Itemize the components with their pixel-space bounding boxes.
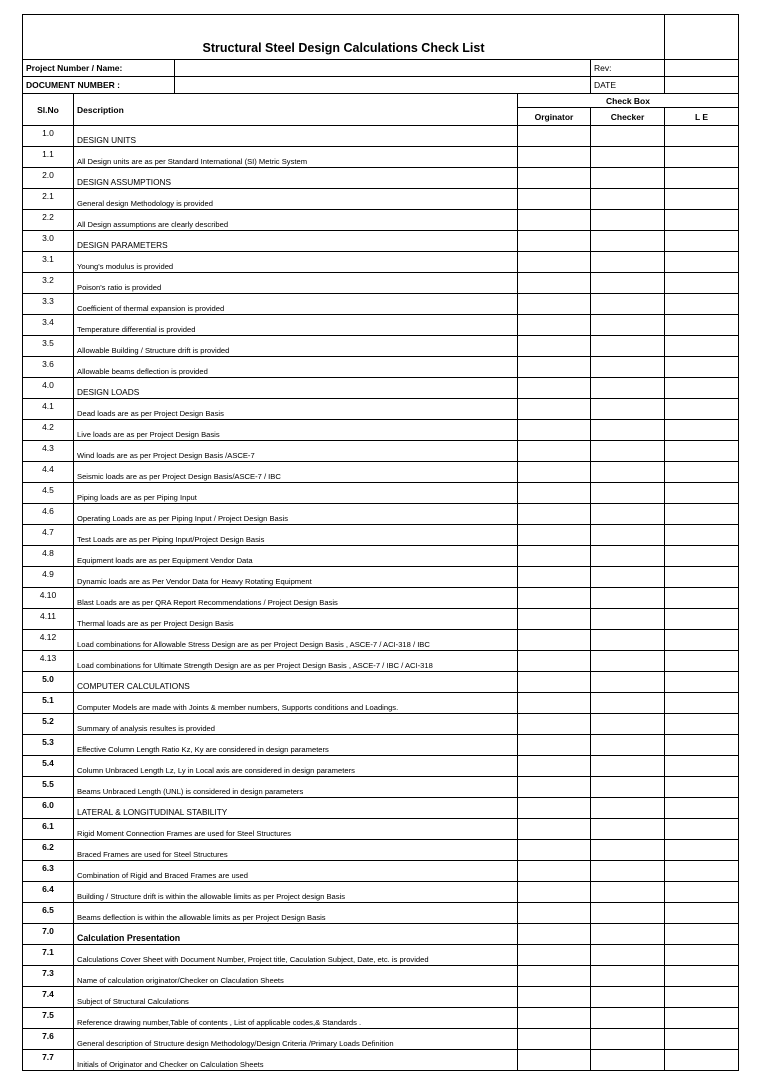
item-description: Dead loads are as per Project Design Basis bbox=[74, 399, 518, 420]
section-heading: COMPUTER CALCULATIONS bbox=[74, 672, 518, 693]
item-description: Young's modulus is provided bbox=[74, 252, 518, 273]
item-description: Reference drawing number,Table of contents , List of applicable codes,& Standards . bbox=[74, 1008, 518, 1029]
checklist-row bbox=[23, 483, 739, 504]
item-number: 5.4 bbox=[23, 756, 74, 777]
originator-check-cell[interactable] bbox=[518, 861, 591, 882]
checker-check-cell[interactable] bbox=[591, 420, 665, 441]
item-number: 4.10 bbox=[23, 588, 74, 609]
le-check-cell[interactable] bbox=[665, 1008, 739, 1029]
originator-check-cell[interactable] bbox=[518, 378, 591, 399]
le-check-cell[interactable] bbox=[665, 231, 739, 252]
section-heading: DESIGN LOADS bbox=[74, 378, 518, 399]
checker-check-cell[interactable] bbox=[591, 987, 665, 1008]
originator-check-cell[interactable] bbox=[518, 399, 591, 420]
item-description: Operating Loads are as per Piping Input / Project Design Basis bbox=[74, 504, 518, 525]
le-check-cell[interactable] bbox=[665, 420, 739, 441]
le-check-cell[interactable] bbox=[665, 315, 739, 336]
checker-check-cell[interactable] bbox=[591, 357, 665, 378]
le-check-cell[interactable] bbox=[665, 714, 739, 735]
item-number: 4.6 bbox=[23, 504, 74, 525]
le-check-cell[interactable] bbox=[665, 987, 739, 1008]
checklist-row bbox=[23, 546, 739, 567]
checklist-row bbox=[23, 588, 739, 609]
originator-check-cell[interactable] bbox=[518, 546, 591, 567]
document-number-label: DOCUMENT NUMBER : bbox=[23, 77, 175, 94]
le-check-cell[interactable] bbox=[665, 903, 739, 924]
checklist-row bbox=[23, 462, 739, 483]
le-check-cell[interactable] bbox=[665, 798, 739, 819]
item-number: 4.5 bbox=[23, 483, 74, 504]
le-check-cell[interactable] bbox=[665, 168, 739, 189]
item-description: Coefficient of thermal expansion is provided bbox=[74, 294, 518, 315]
item-number: 7.0 bbox=[23, 924, 74, 945]
checklist-row bbox=[23, 525, 739, 546]
checker-check-cell[interactable] bbox=[591, 609, 665, 630]
item-description: Live loads are as per Project Design Basis bbox=[74, 420, 518, 441]
originator-check-cell[interactable] bbox=[518, 441, 591, 462]
le-check-cell[interactable] bbox=[665, 483, 739, 504]
item-description: Subject of Structural Calculations bbox=[74, 987, 518, 1008]
checker-check-cell[interactable] bbox=[591, 903, 665, 924]
item-number: 7.3 bbox=[23, 966, 74, 987]
checker-check-cell[interactable] bbox=[591, 315, 665, 336]
checker-check-cell[interactable] bbox=[591, 231, 665, 252]
item-number: 4.11 bbox=[23, 609, 74, 630]
item-description: Rigid Moment Connection Frames are used for Steel Structures bbox=[74, 819, 518, 840]
le-check-cell[interactable] bbox=[665, 630, 739, 651]
checker-check-cell[interactable] bbox=[591, 168, 665, 189]
item-number: 1.0 bbox=[23, 126, 74, 147]
item-description: Dynamic loads are as Per Vendor Data for Heavy Rotating Equipment bbox=[74, 567, 518, 588]
checker-check-cell[interactable] bbox=[591, 336, 665, 357]
item-description: Beams Unbraced Length (UNL) is considered in design parameters bbox=[74, 777, 518, 798]
le-check-cell[interactable] bbox=[665, 735, 739, 756]
checklist-row bbox=[23, 231, 739, 252]
checklist-items bbox=[23, 126, 739, 1071]
originator-check-cell[interactable] bbox=[518, 609, 591, 630]
originator-check-cell[interactable] bbox=[518, 273, 591, 294]
date-field[interactable] bbox=[665, 77, 739, 94]
originator-check-cell[interactable] bbox=[518, 504, 591, 525]
checklist-row bbox=[23, 504, 739, 525]
item-number: 6.0 bbox=[23, 798, 74, 819]
item-description: Combination of Rigid and Braced Frames are used bbox=[74, 861, 518, 882]
originator-check-cell[interactable] bbox=[518, 336, 591, 357]
section-heading: DESIGN PARAMETERS bbox=[74, 231, 518, 252]
originator-check-cell[interactable] bbox=[518, 714, 591, 735]
item-number: 3.1 bbox=[23, 252, 74, 273]
checklist-row bbox=[23, 168, 739, 189]
item-description: Summary of analysis resultes is provided bbox=[74, 714, 518, 735]
checker-check-cell[interactable] bbox=[591, 756, 665, 777]
checklist-row bbox=[23, 357, 739, 378]
item-number: 6.4 bbox=[23, 882, 74, 903]
le-check-cell[interactable] bbox=[665, 924, 739, 945]
checker-check-cell[interactable] bbox=[591, 210, 665, 231]
le-check-cell[interactable] bbox=[665, 252, 739, 273]
originator-check-cell[interactable] bbox=[518, 840, 591, 861]
checklist-sheet bbox=[22, 14, 738, 1071]
item-description: Name of calculation originator/Checker on Claculation Sheets bbox=[74, 966, 518, 987]
checklist-row bbox=[23, 567, 739, 588]
checker-check-cell[interactable] bbox=[591, 399, 665, 420]
checklist-row bbox=[23, 189, 739, 210]
originator-check-cell[interactable] bbox=[518, 945, 591, 966]
checklist-row bbox=[23, 672, 739, 693]
checklist-row bbox=[23, 1029, 739, 1050]
project-number-label: Project Number / Name: bbox=[23, 60, 175, 77]
rev-label: Rev: bbox=[591, 60, 665, 77]
item-number: 4.3 bbox=[23, 441, 74, 462]
section-heading: DESIGN UNITS bbox=[74, 126, 518, 147]
item-description: All Design units are as per Standard International (SI) Metric System bbox=[74, 147, 518, 168]
item-description: Allowable beams deflection is provided bbox=[74, 357, 518, 378]
item-description: Wind loads are as per Project Design Basis /ASCE-7 bbox=[74, 441, 518, 462]
checklist-row bbox=[23, 693, 739, 714]
item-number: 7.7 bbox=[23, 1050, 74, 1071]
originator-check-cell[interactable] bbox=[518, 588, 591, 609]
checklist-row bbox=[23, 777, 739, 798]
le-check-cell[interactable] bbox=[665, 651, 739, 672]
column-header-description: Description bbox=[74, 94, 518, 126]
checklist-row bbox=[23, 378, 739, 399]
originator-check-cell[interactable] bbox=[518, 924, 591, 945]
item-number: 4.12 bbox=[23, 630, 74, 651]
item-description: Effective Column Length Ratio Kz, Ky are considered in design parameters bbox=[74, 735, 518, 756]
checker-check-cell[interactable] bbox=[591, 630, 665, 651]
column-header-originator: Orginator bbox=[518, 108, 591, 126]
checklist-row bbox=[23, 336, 739, 357]
item-description: Poison's ratio is provided bbox=[74, 273, 518, 294]
item-description: Piping loads are as per Piping Input bbox=[74, 483, 518, 504]
item-number: 2.2 bbox=[23, 210, 74, 231]
originator-check-cell[interactable] bbox=[518, 168, 591, 189]
checker-check-cell[interactable] bbox=[591, 777, 665, 798]
originator-check-cell[interactable] bbox=[518, 567, 591, 588]
item-number: 6.1 bbox=[23, 819, 74, 840]
item-number: 3.2 bbox=[23, 273, 74, 294]
rev-field[interactable] bbox=[665, 60, 739, 77]
checker-check-cell[interactable] bbox=[591, 483, 665, 504]
item-description: Building / Structure drift is within the allowable limits as per Project design Basis bbox=[74, 882, 518, 903]
checker-check-cell[interactable] bbox=[591, 1050, 665, 1071]
column-header-checker: Checker bbox=[591, 108, 665, 126]
item-number: 3.5 bbox=[23, 336, 74, 357]
project-number-field[interactable] bbox=[175, 60, 591, 77]
page-title: Structural Steel Design Calculations Check List bbox=[23, 15, 665, 60]
checklist-table bbox=[22, 14, 739, 1071]
item-description: General design Methodology is provided bbox=[74, 189, 518, 210]
le-check-cell[interactable] bbox=[665, 504, 739, 525]
checker-check-cell[interactable] bbox=[591, 1029, 665, 1050]
originator-check-cell[interactable] bbox=[518, 903, 591, 924]
document-number-field[interactable] bbox=[175, 77, 591, 94]
checker-check-cell[interactable] bbox=[591, 672, 665, 693]
checklist-row bbox=[23, 315, 739, 336]
checker-check-cell[interactable] bbox=[591, 462, 665, 483]
originator-check-cell[interactable] bbox=[518, 126, 591, 147]
le-check-cell[interactable] bbox=[665, 882, 739, 903]
checker-check-cell[interactable] bbox=[591, 189, 665, 210]
le-check-cell[interactable] bbox=[665, 840, 739, 861]
originator-check-cell[interactable] bbox=[518, 630, 591, 651]
originator-check-cell[interactable] bbox=[518, 315, 591, 336]
originator-check-cell[interactable] bbox=[518, 1029, 591, 1050]
le-check-cell[interactable] bbox=[665, 462, 739, 483]
item-number: 4.4 bbox=[23, 462, 74, 483]
checklist-row bbox=[23, 420, 739, 441]
item-description: Calculations Cover Sheet with Document Number, Project title, Caculation Subject, Date, etc. is provided bbox=[74, 945, 518, 966]
checker-check-cell[interactable] bbox=[591, 1008, 665, 1029]
checker-check-cell[interactable] bbox=[591, 819, 665, 840]
item-number: 3.4 bbox=[23, 315, 74, 336]
checklist-row bbox=[23, 861, 739, 882]
checklist-row bbox=[23, 651, 739, 672]
le-check-cell[interactable] bbox=[665, 546, 739, 567]
checker-check-cell[interactable] bbox=[591, 714, 665, 735]
originator-check-cell[interactable] bbox=[518, 1008, 591, 1029]
checklist-row bbox=[23, 441, 739, 462]
item-number: 3.0 bbox=[23, 231, 74, 252]
checklist-row bbox=[23, 966, 739, 987]
originator-check-cell[interactable] bbox=[518, 882, 591, 903]
originator-check-cell[interactable] bbox=[518, 1050, 591, 1071]
item-number: 6.2 bbox=[23, 840, 74, 861]
checklist-row bbox=[23, 756, 739, 777]
originator-check-cell[interactable] bbox=[518, 525, 591, 546]
originator-check-cell[interactable] bbox=[518, 819, 591, 840]
checklist-row bbox=[23, 273, 739, 294]
checker-check-cell[interactable] bbox=[591, 924, 665, 945]
item-description: Load combinations for Ultimate Strength Design are as per Project Design Basis , ASCE-7 / IBC / ACI-318 bbox=[74, 651, 518, 672]
originator-check-cell[interactable] bbox=[518, 693, 591, 714]
originator-check-cell[interactable] bbox=[518, 966, 591, 987]
originator-check-cell[interactable] bbox=[518, 672, 591, 693]
item-description: Equipment loads are as per Equipment Vendor Data bbox=[74, 546, 518, 567]
item-description: Load combinations for Allowable Stress Design are as per Project Design Basis , ASCE-7 / ACI-318 / IBC bbox=[74, 630, 518, 651]
checker-check-cell[interactable] bbox=[591, 651, 665, 672]
item-description: Allowable Building / Structure drift is provided bbox=[74, 336, 518, 357]
originator-check-cell[interactable] bbox=[518, 651, 591, 672]
checklist-row bbox=[23, 1050, 739, 1071]
originator-check-cell[interactable] bbox=[518, 147, 591, 168]
originator-check-cell[interactable] bbox=[518, 189, 591, 210]
checker-check-cell[interactable] bbox=[591, 966, 665, 987]
originator-check-cell[interactable] bbox=[518, 252, 591, 273]
date-label: DATE bbox=[591, 77, 665, 94]
checker-check-cell[interactable] bbox=[591, 378, 665, 399]
checker-check-cell[interactable] bbox=[591, 798, 665, 819]
checklist-row bbox=[23, 987, 739, 1008]
column-header-check-box: Check Box bbox=[518, 94, 739, 108]
checker-check-cell[interactable] bbox=[591, 147, 665, 168]
le-check-cell[interactable] bbox=[665, 210, 739, 231]
checklist-row bbox=[23, 252, 739, 273]
item-description: Seismic loads are as per Project Design Basis/ASCE-7 / IBC bbox=[74, 462, 518, 483]
checklist-row bbox=[23, 147, 739, 168]
item-number: 4.1 bbox=[23, 399, 74, 420]
checklist-row bbox=[23, 1008, 739, 1029]
checklist-row bbox=[23, 735, 739, 756]
item-number: 2.1 bbox=[23, 189, 74, 210]
checklist-row bbox=[23, 798, 739, 819]
le-check-cell[interactable] bbox=[665, 378, 739, 399]
checker-check-cell[interactable] bbox=[591, 126, 665, 147]
originator-check-cell[interactable] bbox=[518, 420, 591, 441]
checklist-row bbox=[23, 945, 739, 966]
item-number: 7.5 bbox=[23, 1008, 74, 1029]
le-check-cell[interactable] bbox=[665, 1050, 739, 1071]
le-check-cell[interactable] bbox=[665, 147, 739, 168]
blank-header-cell bbox=[665, 15, 739, 60]
le-check-cell[interactable] bbox=[665, 273, 739, 294]
checker-check-cell[interactable] bbox=[591, 525, 665, 546]
checker-check-cell[interactable] bbox=[591, 546, 665, 567]
checklist-row bbox=[23, 924, 739, 945]
checker-check-cell[interactable] bbox=[591, 252, 665, 273]
le-check-cell[interactable] bbox=[665, 861, 739, 882]
item-number: 4.13 bbox=[23, 651, 74, 672]
checker-check-cell[interactable] bbox=[591, 441, 665, 462]
checker-check-cell[interactable] bbox=[591, 693, 665, 714]
checklist-row bbox=[23, 126, 739, 147]
item-description: Test Loads are as per Piping Input/Project Design Basis bbox=[74, 525, 518, 546]
originator-check-cell[interactable] bbox=[518, 987, 591, 1008]
item-number: 3.6 bbox=[23, 357, 74, 378]
originator-check-cell[interactable] bbox=[518, 210, 591, 231]
originator-check-cell[interactable] bbox=[518, 483, 591, 504]
checklist-row bbox=[23, 840, 739, 861]
checker-check-cell[interactable] bbox=[591, 567, 665, 588]
le-check-cell[interactable] bbox=[665, 189, 739, 210]
le-check-cell[interactable] bbox=[665, 756, 739, 777]
section-heading: Calculation Presentation bbox=[74, 924, 518, 945]
le-check-cell[interactable] bbox=[665, 819, 739, 840]
section-heading: DESIGN ASSUMPTIONS bbox=[74, 168, 518, 189]
checker-check-cell[interactable] bbox=[591, 861, 665, 882]
le-check-cell[interactable] bbox=[665, 609, 739, 630]
le-check-cell[interactable] bbox=[665, 567, 739, 588]
le-check-cell[interactable] bbox=[665, 294, 739, 315]
item-description: Braced Frames are used for Steel Structures bbox=[74, 840, 518, 861]
originator-check-cell[interactable] bbox=[518, 231, 591, 252]
le-check-cell[interactable] bbox=[665, 945, 739, 966]
item-number: 1.1 bbox=[23, 147, 74, 168]
column-header-slno: Sl.No bbox=[23, 94, 74, 126]
item-description: Initials of Originator and Checker on Calculation Sheets bbox=[74, 1050, 518, 1071]
le-check-cell[interactable] bbox=[665, 1029, 739, 1050]
item-number: 4.2 bbox=[23, 420, 74, 441]
le-check-cell[interactable] bbox=[665, 441, 739, 462]
checklist-row bbox=[23, 819, 739, 840]
item-description: Computer Models are made with Joints & member numbers, Supports conditions and Loadings. bbox=[74, 693, 518, 714]
item-description: Beams deflection is within the allowable limits as per Project Design Basis bbox=[74, 903, 518, 924]
item-number: 2.0 bbox=[23, 168, 74, 189]
checklist-row bbox=[23, 399, 739, 420]
item-number: 7.4 bbox=[23, 987, 74, 1008]
le-check-cell[interactable] bbox=[665, 126, 739, 147]
checker-check-cell[interactable] bbox=[591, 735, 665, 756]
item-number: 5.2 bbox=[23, 714, 74, 735]
item-number: 6.5 bbox=[23, 903, 74, 924]
checker-check-cell[interactable] bbox=[591, 588, 665, 609]
item-number: 4.8 bbox=[23, 546, 74, 567]
item-number: 5.0 bbox=[23, 672, 74, 693]
checker-check-cell[interactable] bbox=[591, 945, 665, 966]
checker-check-cell[interactable] bbox=[591, 504, 665, 525]
originator-check-cell[interactable] bbox=[518, 756, 591, 777]
originator-check-cell[interactable] bbox=[518, 462, 591, 483]
item-description: General description of Structure design Methodology/Design Criteria /Primary Loads Definition bbox=[74, 1029, 518, 1050]
item-description: Column Unbraced Length Lz, Ly in Local axis are considered in design parameters bbox=[74, 756, 518, 777]
item-number: 4.9 bbox=[23, 567, 74, 588]
checker-check-cell[interactable] bbox=[591, 882, 665, 903]
item-number: 7.6 bbox=[23, 1029, 74, 1050]
item-number: 4.0 bbox=[23, 378, 74, 399]
le-check-cell[interactable] bbox=[665, 399, 739, 420]
item-number: 5.5 bbox=[23, 777, 74, 798]
checker-check-cell[interactable] bbox=[591, 273, 665, 294]
le-check-cell[interactable] bbox=[665, 588, 739, 609]
item-description: Blast Loads are as per QRA Report Recommendations / Project Design Basis bbox=[74, 588, 518, 609]
le-check-cell[interactable] bbox=[665, 693, 739, 714]
originator-check-cell[interactable] bbox=[518, 735, 591, 756]
checker-check-cell[interactable] bbox=[591, 840, 665, 861]
item-number: 4.7 bbox=[23, 525, 74, 546]
le-check-cell[interactable] bbox=[665, 672, 739, 693]
le-check-cell[interactable] bbox=[665, 336, 739, 357]
checklist-row bbox=[23, 882, 739, 903]
item-description: All Design assumptions are clearly described bbox=[74, 210, 518, 231]
item-number: 6.3 bbox=[23, 861, 74, 882]
item-number: 3.3 bbox=[23, 294, 74, 315]
originator-check-cell[interactable] bbox=[518, 777, 591, 798]
originator-check-cell[interactable] bbox=[518, 294, 591, 315]
le-check-cell[interactable] bbox=[665, 777, 739, 798]
section-heading: LATERAL & LONGITUDINAL STABILITY bbox=[74, 798, 518, 819]
checklist-row bbox=[23, 609, 739, 630]
checklist-row bbox=[23, 714, 739, 735]
originator-check-cell[interactable] bbox=[518, 357, 591, 378]
checklist-row bbox=[23, 210, 739, 231]
item-description: Thermal loads are as per Project Design Basis bbox=[74, 609, 518, 630]
checklist-row bbox=[23, 903, 739, 924]
checklist-row bbox=[23, 630, 739, 651]
checker-check-cell[interactable] bbox=[591, 294, 665, 315]
le-check-cell[interactable] bbox=[665, 525, 739, 546]
checklist-row bbox=[23, 294, 739, 315]
item-description: Temperature differential is provided bbox=[74, 315, 518, 336]
le-check-cell[interactable] bbox=[665, 357, 739, 378]
item-number: 5.1 bbox=[23, 693, 74, 714]
item-number: 5.3 bbox=[23, 735, 74, 756]
column-header-le: L E bbox=[665, 108, 739, 126]
le-check-cell[interactable] bbox=[665, 966, 739, 987]
originator-check-cell[interactable] bbox=[518, 798, 591, 819]
item-number: 7.1 bbox=[23, 945, 74, 966]
